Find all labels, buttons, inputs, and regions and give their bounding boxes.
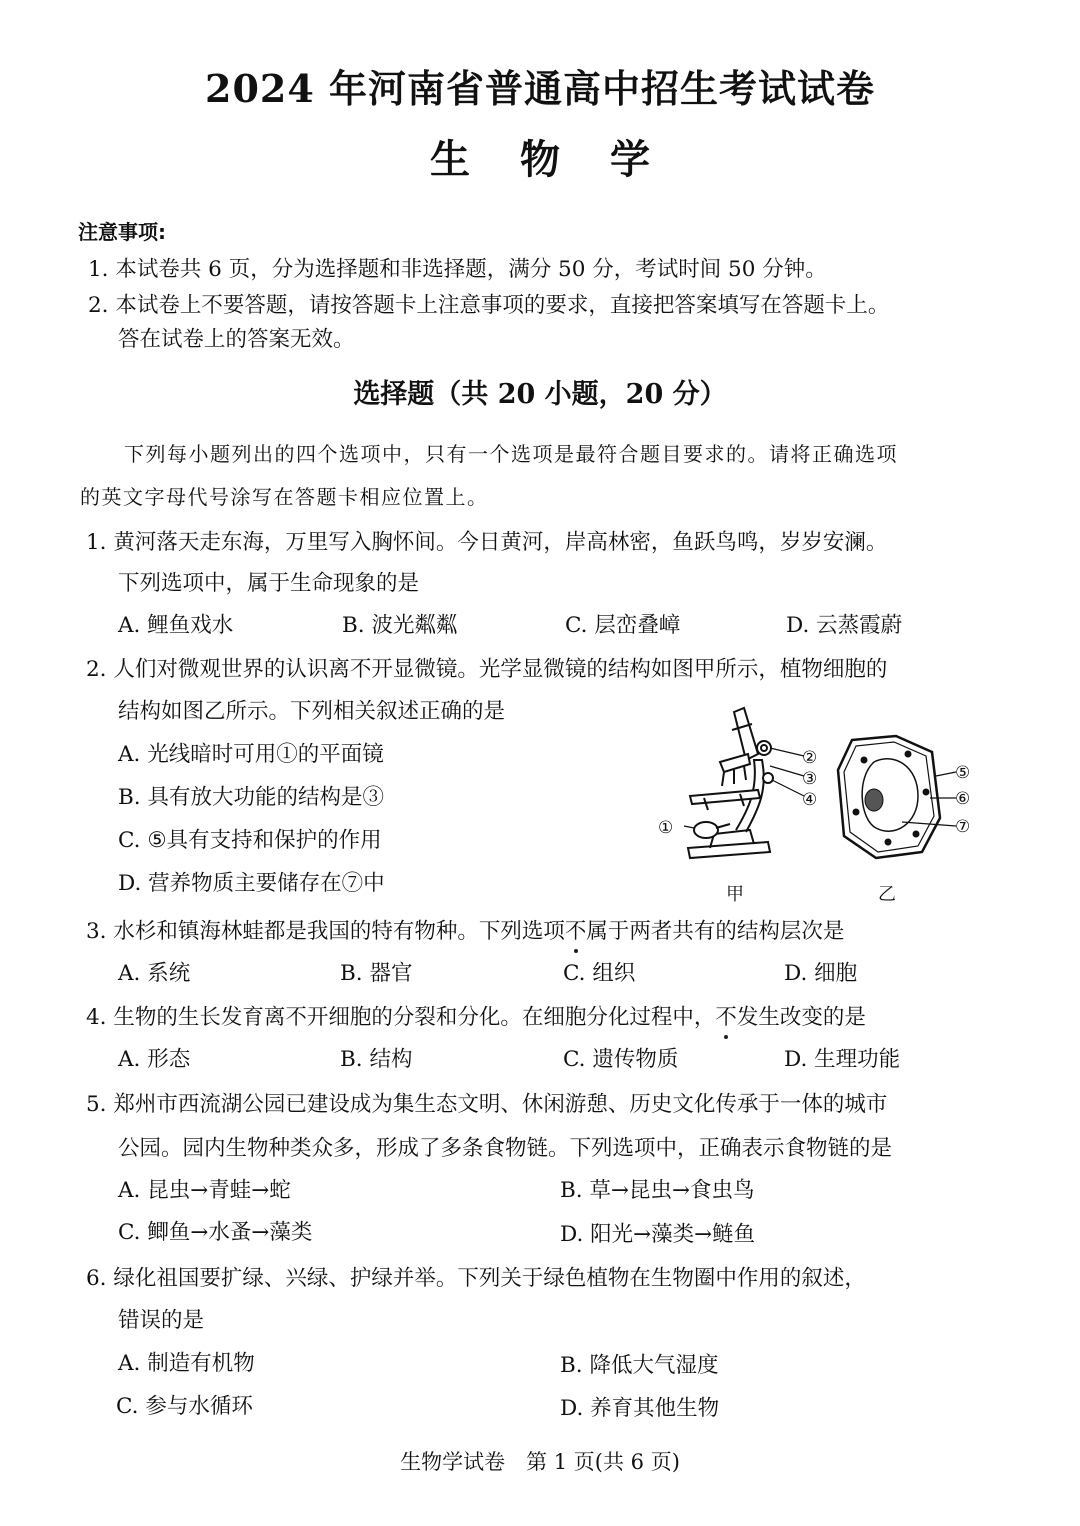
option-c: C. ⑤具有支持和保护的作用 [118,828,382,853]
option-d: D. 营养物质主要储存在⑦中 [118,871,385,896]
question-stem: 2. 人们对微观世界的认识离不开显微镜。光学显微镜的结构如图甲所示，植物细胞的 [86,657,888,682]
option-b: B. 具有放大功能的结构是③ [118,785,384,810]
option-c: C. 组织 [563,961,636,986]
question-stem: 5. 郑州市西流湖公园已建设成为集生态文明、休闲游憩、历史文化传承于一体的城市 [86,1092,888,1117]
label-2: ② [802,748,818,768]
option-b: B. 波光粼粼 [342,613,458,638]
question-stem: 错误的是 [118,1308,205,1333]
section-intro: 下列每小题列出的四个选项中，只有一个选项是最符合题目要求的。请将正确选项 [124,442,898,466]
question-stem: 6. 绿化祖国要扩绿、兴绿、护绿并举。下列关于绿色植物在生物圈中作用的叙述， [86,1266,866,1291]
option-d: D. 云蒸霞蔚 [786,613,903,638]
question-2-figure [650,700,990,910]
label-3: ③ [802,769,818,789]
option-d: D. 养育其他生物 [560,1396,720,1421]
option-a: A. 鲤鱼戏水 [118,613,234,638]
caption-jia: 甲 [726,884,744,905]
exam-title: 2024 年河南省普通高中招生考试试卷 [205,66,875,111]
option-c: C. 遗传物质 [563,1047,679,1072]
option-d: D. 生理功能 [784,1047,901,1072]
note-item: 1. 本试卷共 6 页，分为选择题和非选择题，满分 50 分，考试时间 50 分钟。 [88,257,827,282]
option-b: B. 器官 [340,961,413,986]
emphasis-mark: 不 [564,919,587,944]
option-d: D. 阳光→藻类→鲢鱼 [560,1222,756,1247]
note-item: 2. 本试卷上不要答题，请按答题卡上注意事项的要求，直接把答案填写在答题卡上。 [88,293,890,318]
option-a: A. 昆虫→青蛙→蛇 [118,1178,291,1203]
subject-title: 生物学 [430,136,700,183]
option-a: A. 形态 [118,1047,191,1072]
label-5: ⑤ [955,763,971,783]
option-a: A. 制造有机物 [118,1351,255,1376]
question-stem: 1. 黄河落天走东海，万里写入胸怀间。今日黄河，岸高林密，鱼跃鸟鸣，岁岁安澜。 [86,530,888,555]
page-footer: 生物学试卷 第 1 页(共 6 页) [400,1450,680,1474]
label-6: ⑥ [955,789,971,809]
option-a: A. 光线暗时可用①的平面镜 [118,742,384,767]
emphasis-mark: 不 [715,1005,737,1030]
caption-yi: 乙 [878,884,896,905]
label-1: ① [658,818,674,838]
option-c: C. 参与水循环 [116,1394,253,1419]
label-4: ④ [802,790,818,810]
option-b: B. 降低大气湿度 [560,1353,719,1378]
notes-heading: 注意事项: [78,220,166,244]
option-a: A. 系统 [118,961,191,986]
option-b: B. 草→昆虫→食虫鸟 [560,1178,755,1203]
question-stem: 下列选项中，属于生命现象的是 [118,571,420,596]
option-b: B. 结构 [340,1047,413,1072]
plant-cell-illustration [838,736,940,858]
option-d: D. 细胞 [784,961,858,986]
section-title: 选择题（共 20 小题，20 分） [353,379,727,410]
question-stem: 公园。园内生物种类众多，形成了多条食物链。下列选项中，正确表示食物链的是 [118,1136,893,1161]
question-stem: 4. 生物的生长发育离不开细胞的分裂和分化。在细胞分化过程中，不发生改变的是 [86,1005,866,1030]
question-stem: 3. 水杉和镇海林蛙都是我国的特有物种。下列选项不属于两者共有的结构层次是 [86,919,845,944]
option-c: C. 鲫鱼→水蚤→藻类 [118,1220,313,1245]
label-7: ⑦ [955,817,971,837]
section-intro: 的英文字母代号涂写在答题卡相应位置上。 [80,485,489,509]
option-c: C. 层峦叠嶂 [565,613,681,638]
question-stem: 结构如图乙所示。下列相关叙述正确的是 [118,699,506,724]
microscope-illustration [688,708,773,858]
note-item: 答在试卷上的答案无效。 [118,327,355,352]
